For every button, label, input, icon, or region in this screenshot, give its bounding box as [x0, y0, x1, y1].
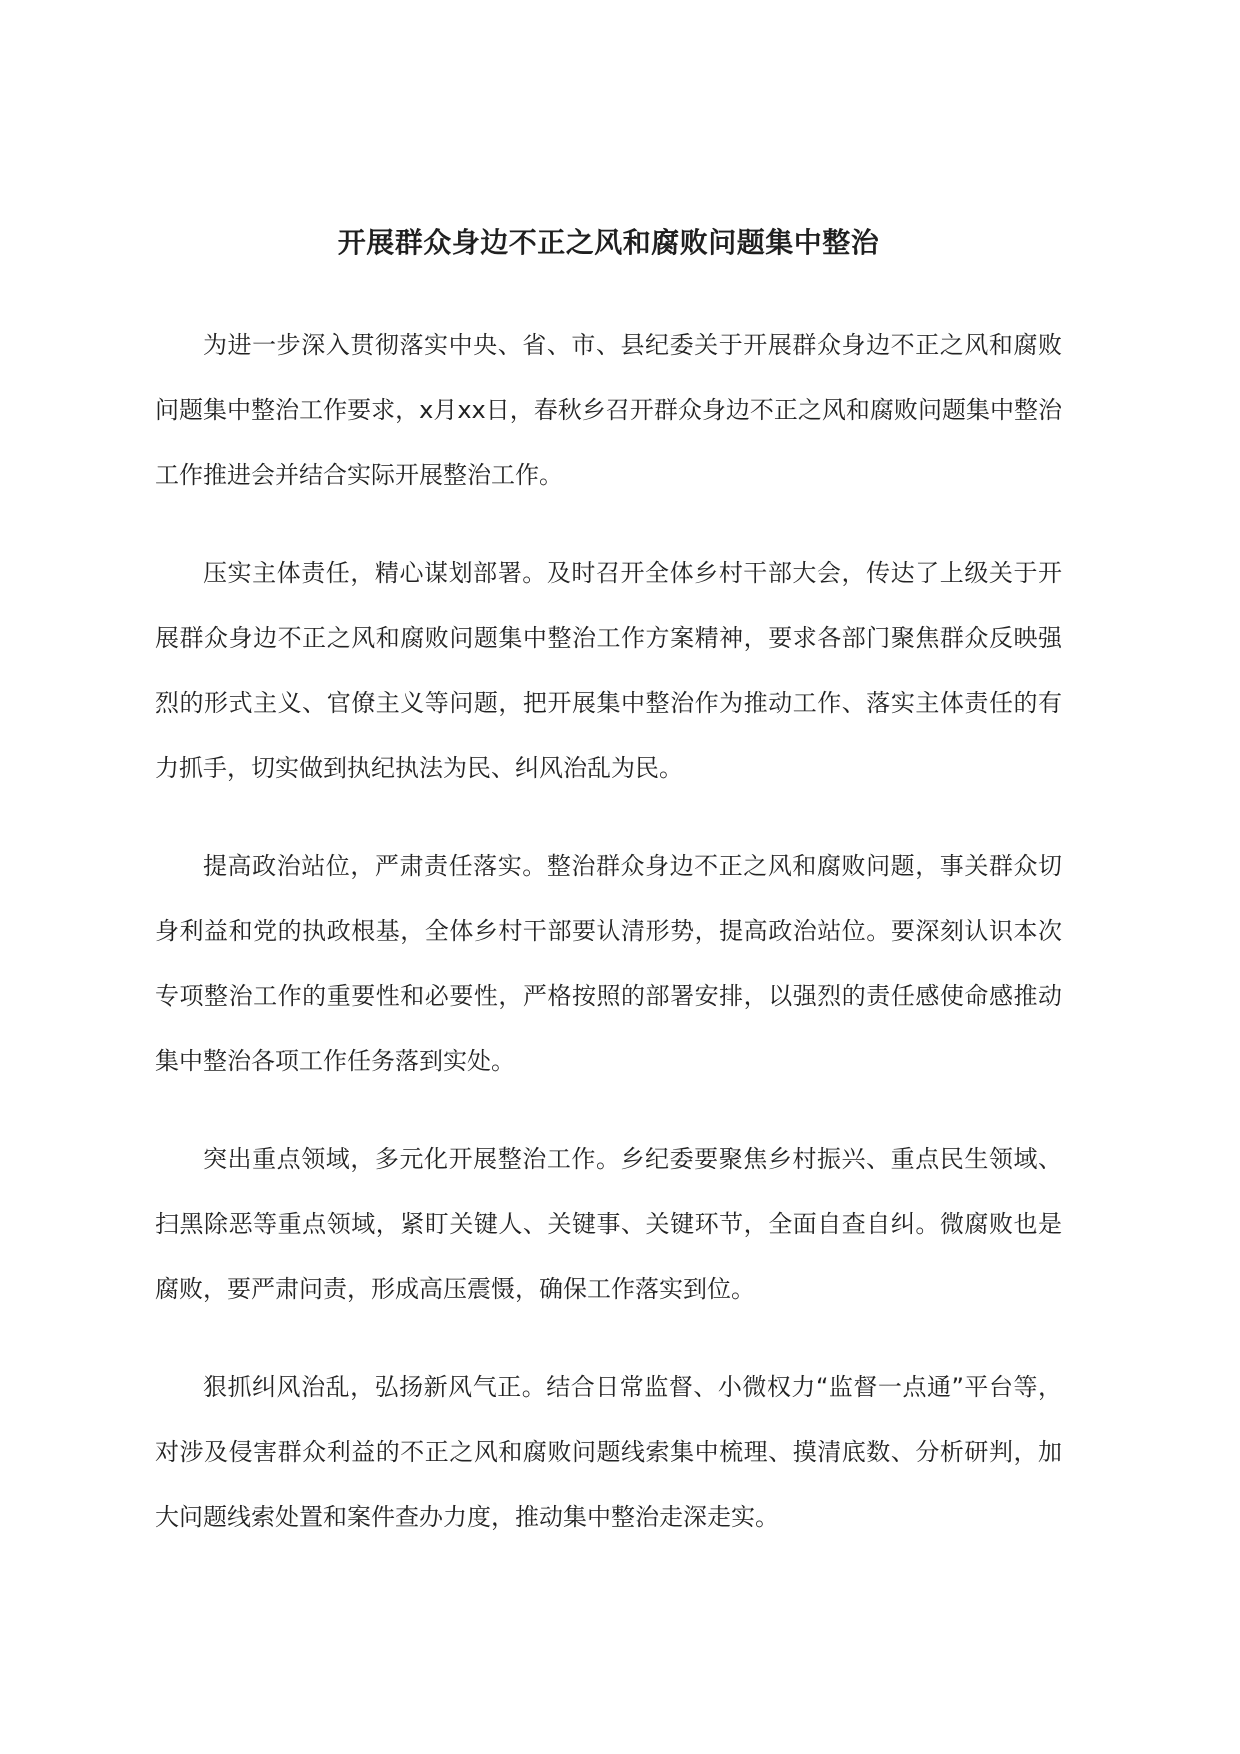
paragraph-4: 突出重点领域，多元化开展整治工作。乡纪委要聚焦乡村振兴、重点民生领域、扫黑除恶等重点领域，紧盯关键人、关键事、关键环节，全面自查自纠。微腐败也是腐败，要严肃问责，形成高压震慑，确保工作落实到位。 [155, 1145, 1062, 1303]
paragraph-2: 压实主体责任，精心谋划部署。及时召开全体乡村干部大会，传达了上级关于开展群众身边不正之风和腐败问题集中整治工作方案精神，要求各部门聚焦群众反映强烈的形式主义、官僚主义等问题，把开展集中整治作为推动工作、落实主体责任的有力抓手，切实做到执纪执法为民、纠风治乱为民。 [155, 559, 1062, 782]
paragraph-5: 狠抓纠风治乱，弘扬新风气正。结合日常监督、小微权力“监督一点通”平台等，对涉及侵害群众利益的不正之风和腐败问题线索集中梳理、摸清底数、分析研判，加大问题线索处置和案件查办力度，推动集中整治走深走实。 [155, 1373, 1062, 1531]
document-title: 开展群众身边不正之风和腐败问题集中整治 [337, 226, 880, 259]
paragraph-1: 为进一步深入贯彻落实中央、省、市、县纪委关于开展群众身边不正之风和腐败问题集中整治工作要求，x月xx日，春秋乡召开群众身边不正之风和腐败问题集中整治工作推进会并结合实际开展整治工作。 [155, 331, 1062, 489]
document-body [155, 313, 1062, 1583]
paragraph-3: 提高政治站位，严肃责任落实。整治群众身边不正之风和腐败问题，事关群众切身利益和党的执政根基，全体乡村干部要认清形势，提高政治站位。要深刻认识本次专项整治工作的重要性和必要性，严格按照的部署安排，以强烈的责任感使命感推动集中整治各项工作任务落到实处。 [155, 852, 1062, 1075]
